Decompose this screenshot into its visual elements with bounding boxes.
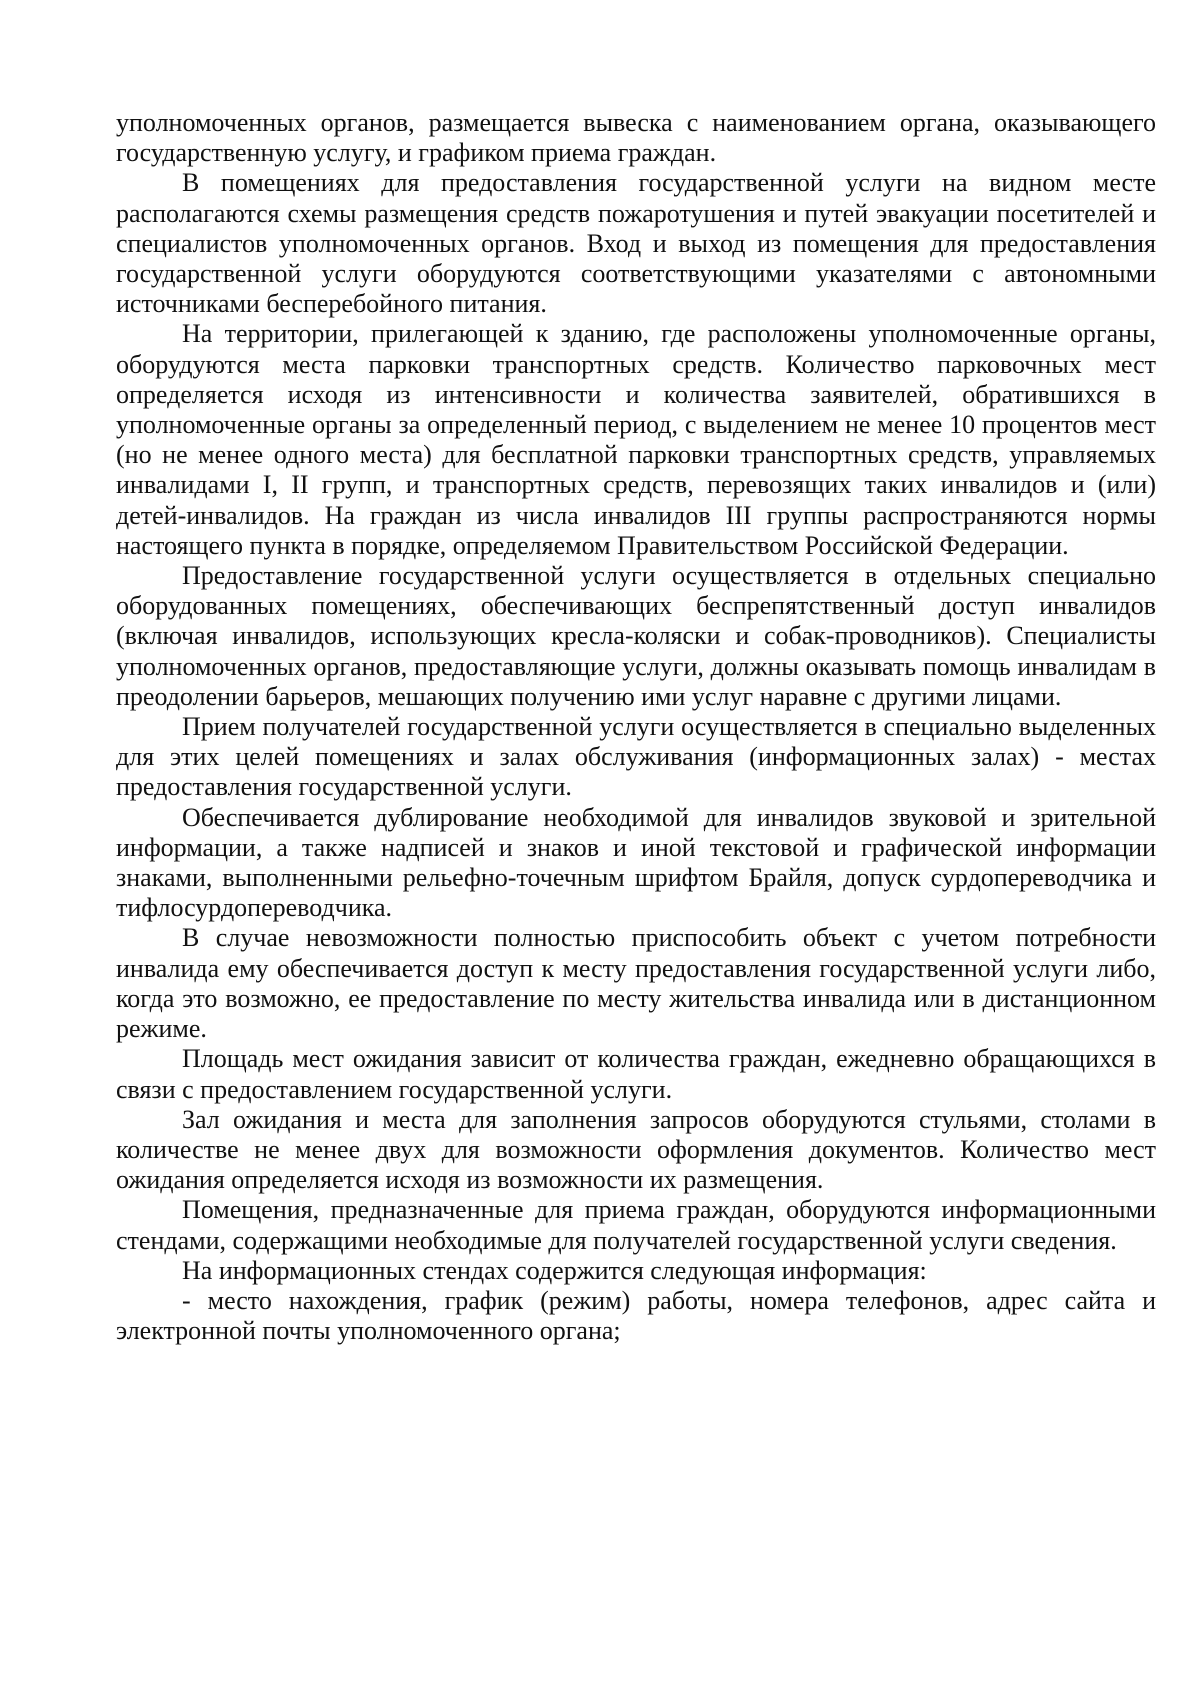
paragraph-waiting-hall: Зал ожидания и места для заполнения запросов оборудуются стульями, столами в количестве не менее двух для возможности оформления документов. Количество мест ожидания определяется исходя из возможности их размещения. (116, 1104, 1156, 1195)
document-body (116, 108, 1156, 1346)
paragraph-accessibility: Предоставление государственной услуги осуществляется в отдельных специально оборудованных помещениях, обеспечивающих беспрепятственный доступ инвалидов (включая инвалидов, использующих кресла-коляски и собак-проводников). Специалисты уполномоченных органов, предоставляющие услуги, должны оказывать помощь инвалидам в преодолении барьеров, мешающих получению ими услуг наравне с другими лицами. (116, 561, 1156, 711)
paragraph-reception: Прием получателей государственной услуги осуществляется в специально выделенных для этих целей помещениях и залах обслуживания (информационных залах) - местах предоставления государственной услуги. (116, 712, 1156, 802)
paragraph-info-stands: Помещения, предназначенные для приема граждан, оборудуются информационными стендами, содержащими необходимые для получателей государственной услуги сведения. (116, 1195, 1156, 1255)
paragraph-stand-info-intro: На информационных стендах содержится следующая информация: (182, 1255, 927, 1285)
paragraph-impossibility: В случае невозможности полностью приспособить объект с учетом потребности инвалида ему обеспечивается доступ к месту предоставления государственной услуги либо, когда это возможно, ее предоставление по месту жительства инвалида или в дистанционном режиме. (116, 923, 1156, 1044)
paragraph-duplication: Обеспечивается дублирование необходимой для инвалидов звуковой и зрительной информации, а также надписей и знаков и иной текстовой и графической информации знаками, выполненными рельефно-точечным шрифтом Брайля, допуск сурдопереводчика и тифлосурдопереводчика. (116, 802, 1156, 923)
list-item-location: - место нахождения, график (режим) работы, номера телефонов, адрес сайта и электронной почты уполномоченного органа; (116, 1285, 1156, 1346)
paragraph-continuation: уполномоченных органов, размещается вывеска с наименованием органа, оказывающего государственную услугу, и графиком приема граждан. (116, 108, 1156, 168)
paragraph-waiting-area: Площадь мест ожидания зависит от количества граждан, ежедневно обращающихся в связи с предоставлением государственной услуги. (116, 1044, 1156, 1104)
paragraph-evacuation-schemes: В помещениях для предоставления государственной услуги на видном месте располагаются схемы размещения средств пожаротушения и путей эвакуации посетителей и специалистов уполномоченных органов. Вход и выход из помещения для предоставления государственной услуги оборудуются соответствующими указателями с автономными источниками бесперебойного питания. (116, 168, 1156, 319)
paragraph-parking: На территории, прилегающей к зданию, где расположены уполномоченные органы, оборудуются места парковки транспортных средств. Количество парковочных мест определяется исходя из интенсивности и количества заявителей, обратившихся в уполномоченные органы за определенный период, с выделением не менее 10 процентов мест (но не менее одного места) для бесплатной парковки транспортных средств, управляемых инвалидами I, II групп, и транспортных средств, перевозящих таких инвалидов и (или) детей-инвалидов. На граждан из числа инвалидов III группы распространяются нормы настоящего пункта в порядке, определяемом Правительством Российской Федерации. (116, 319, 1156, 560)
